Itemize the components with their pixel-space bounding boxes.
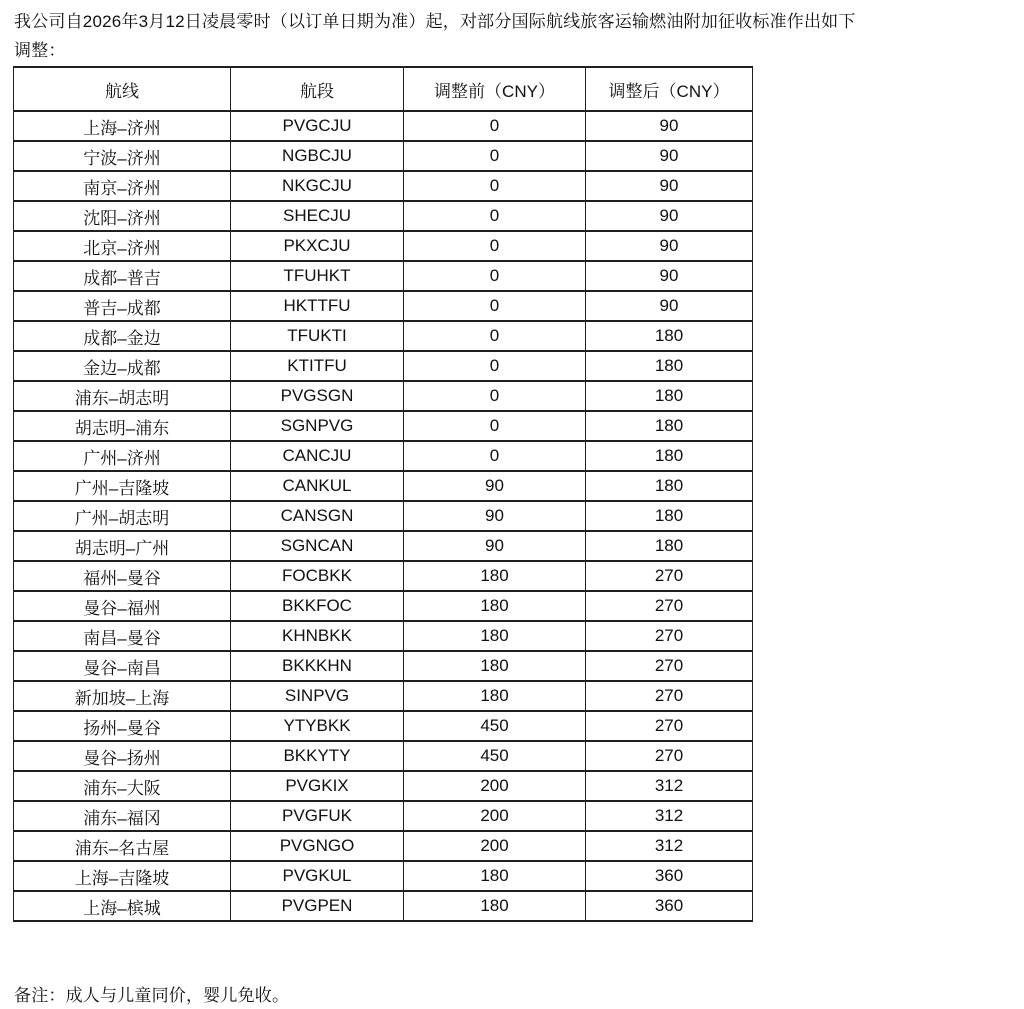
route-cell: 新加坡–上海 bbox=[14, 681, 231, 711]
before-cell: 90 bbox=[404, 531, 586, 561]
after-cell: 270 bbox=[586, 591, 753, 621]
route-cell: 上海–吉隆坡 bbox=[14, 861, 231, 891]
before-cell: 0 bbox=[404, 171, 586, 201]
segment-cell: NKGCJU bbox=[231, 171, 404, 201]
segment-cell: PVGFUK bbox=[231, 801, 404, 831]
after-cell: 270 bbox=[586, 711, 753, 741]
after-cell: 90 bbox=[586, 261, 753, 291]
table-row bbox=[14, 591, 753, 621]
table-row bbox=[14, 681, 753, 711]
after-cell: 180 bbox=[586, 411, 753, 441]
table-row bbox=[14, 231, 753, 261]
segment-cell: PVGSGN bbox=[231, 381, 404, 411]
table-row bbox=[14, 411, 753, 441]
after-cell: 90 bbox=[586, 141, 753, 171]
segment-cell: SGNPVG bbox=[231, 411, 404, 441]
before-cell: 180 bbox=[404, 681, 586, 711]
segment-cell: PVGCJU bbox=[231, 111, 404, 141]
route-cell: 成都–金边 bbox=[14, 321, 231, 351]
table-row bbox=[14, 741, 753, 771]
after-cell: 360 bbox=[586, 861, 753, 891]
route-cell: 北京–济州 bbox=[14, 231, 231, 261]
after-cell: 270 bbox=[586, 561, 753, 591]
before-cell: 0 bbox=[404, 411, 586, 441]
route-cell: 南昌–曼谷 bbox=[14, 621, 231, 651]
after-cell: 180 bbox=[586, 531, 753, 561]
table-row bbox=[14, 141, 753, 171]
before-cell: 90 bbox=[404, 501, 586, 531]
after-cell: 270 bbox=[586, 621, 753, 651]
route-cell: 曼谷–扬州 bbox=[14, 741, 231, 771]
table-row bbox=[14, 441, 753, 471]
segment-cell: SINPVG bbox=[231, 681, 404, 711]
before-cell: 0 bbox=[404, 231, 586, 261]
route-cell: 沈阳–济州 bbox=[14, 201, 231, 231]
segment-cell: KHNBKK bbox=[231, 621, 404, 651]
after-cell: 180 bbox=[586, 321, 753, 351]
before-cell: 180 bbox=[404, 561, 586, 591]
segment-cell: BKKKHN bbox=[231, 651, 404, 681]
segment-cell: TFUKTI bbox=[231, 321, 404, 351]
before-cell: 0 bbox=[404, 201, 586, 231]
before-cell: 180 bbox=[404, 861, 586, 891]
before-cell: 0 bbox=[404, 291, 586, 321]
table-row bbox=[14, 621, 753, 651]
header-before-adjustment: 调整前（CNY） bbox=[404, 67, 586, 111]
table-row bbox=[14, 561, 753, 591]
table-row bbox=[14, 861, 753, 891]
table-row bbox=[14, 201, 753, 231]
after-cell: 312 bbox=[586, 801, 753, 831]
segment-cell: SGNCAN bbox=[231, 531, 404, 561]
route-cell: 福州–曼谷 bbox=[14, 561, 231, 591]
before-cell: 180 bbox=[404, 591, 586, 621]
segment-cell: HKTTFU bbox=[231, 291, 404, 321]
segment-cell: TFUHKT bbox=[231, 261, 404, 291]
table-row bbox=[14, 381, 753, 411]
before-cell: 200 bbox=[404, 801, 586, 831]
route-cell: 宁波–济州 bbox=[14, 141, 231, 171]
table-row bbox=[14, 291, 753, 321]
route-cell: 南京–济州 bbox=[14, 171, 231, 201]
before-cell: 0 bbox=[404, 321, 586, 351]
table-row bbox=[14, 471, 753, 501]
header-route: 航线 bbox=[14, 67, 231, 111]
footnote: 备注：成人与儿童同价，婴儿免收。 bbox=[14, 986, 290, 1005]
after-cell: 180 bbox=[586, 381, 753, 411]
before-cell: 180 bbox=[404, 891, 586, 921]
table-header bbox=[14, 67, 753, 111]
route-cell: 浦东–大阪 bbox=[14, 771, 231, 801]
after-cell: 180 bbox=[586, 501, 753, 531]
before-cell: 180 bbox=[404, 651, 586, 681]
after-cell: 180 bbox=[586, 351, 753, 381]
table-row bbox=[14, 801, 753, 831]
table-row bbox=[14, 891, 753, 921]
intro-line-1: 我公司自2026年3月12日凌晨零时（以订单日期为准）起，对部分国际航线旅客运输燃油附加征收标准作出如下 bbox=[14, 12, 856, 31]
before-cell: 180 bbox=[404, 621, 586, 651]
after-cell: 360 bbox=[586, 891, 753, 921]
after-cell: 90 bbox=[586, 201, 753, 231]
after-cell: 180 bbox=[586, 471, 753, 501]
segment-cell: PVGNGO bbox=[231, 831, 404, 861]
route-cell: 广州–胡志明 bbox=[14, 501, 231, 531]
header-after-adjustment: 调整后（CNY） bbox=[586, 67, 753, 111]
segment-cell: KTITFU bbox=[231, 351, 404, 381]
route-cell: 广州–吉隆坡 bbox=[14, 471, 231, 501]
table-row bbox=[14, 531, 753, 561]
after-cell: 90 bbox=[586, 111, 753, 141]
table-row bbox=[14, 261, 753, 291]
table-row bbox=[14, 111, 753, 141]
segment-cell: FOCBKK bbox=[231, 561, 404, 591]
before-cell: 450 bbox=[404, 741, 586, 771]
segment-cell: CANSGN bbox=[231, 501, 404, 531]
header-segment: 航段 bbox=[231, 67, 404, 111]
before-cell: 0 bbox=[404, 441, 586, 471]
route-cell: 普吉–成都 bbox=[14, 291, 231, 321]
intro-text bbox=[14, 7, 1016, 65]
route-cell: 金边–成都 bbox=[14, 351, 231, 381]
route-cell: 浦东–胡志明 bbox=[14, 381, 231, 411]
after-cell: 312 bbox=[586, 771, 753, 801]
table-row bbox=[14, 171, 753, 201]
segment-cell: PVGPEN bbox=[231, 891, 404, 921]
table-row bbox=[14, 711, 753, 741]
route-cell: 曼谷–南昌 bbox=[14, 651, 231, 681]
route-cell: 广州–济州 bbox=[14, 441, 231, 471]
before-cell: 0 bbox=[404, 351, 586, 381]
segment-cell: BKKYTY bbox=[231, 741, 404, 771]
before-cell: 90 bbox=[404, 471, 586, 501]
table-row bbox=[14, 351, 753, 381]
before-cell: 0 bbox=[404, 111, 586, 141]
after-cell: 312 bbox=[586, 831, 753, 861]
route-cell: 浦东–福冈 bbox=[14, 801, 231, 831]
table-row bbox=[14, 831, 753, 861]
route-cell: 胡志明–广州 bbox=[14, 531, 231, 561]
segment-cell: NGBCJU bbox=[231, 141, 404, 171]
before-cell: 0 bbox=[404, 261, 586, 291]
route-cell: 上海–槟城 bbox=[14, 891, 231, 921]
before-cell: 0 bbox=[404, 141, 586, 171]
segment-cell: SHECJU bbox=[231, 201, 404, 231]
after-cell: 90 bbox=[586, 291, 753, 321]
segment-cell: PKXCJU bbox=[231, 231, 404, 261]
route-cell: 成都–普吉 bbox=[14, 261, 231, 291]
segment-cell: CANKUL bbox=[231, 471, 404, 501]
table-row bbox=[14, 771, 753, 801]
route-cell: 曼谷–福州 bbox=[14, 591, 231, 621]
table-row bbox=[14, 501, 753, 531]
route-cell: 胡志明–浦东 bbox=[14, 411, 231, 441]
segment-cell: YTYBKK bbox=[231, 711, 404, 741]
table-body bbox=[14, 111, 753, 921]
after-cell: 270 bbox=[586, 651, 753, 681]
table-row bbox=[14, 321, 753, 351]
intro-line-2: 调整： bbox=[14, 41, 66, 60]
after-cell: 90 bbox=[586, 231, 753, 261]
route-cell: 扬州–曼谷 bbox=[14, 711, 231, 741]
after-cell: 180 bbox=[586, 441, 753, 471]
before-cell: 0 bbox=[404, 381, 586, 411]
after-cell: 270 bbox=[586, 681, 753, 711]
segment-cell: PVGKUL bbox=[231, 861, 404, 891]
segment-cell: PVGKIX bbox=[231, 771, 404, 801]
table-row bbox=[14, 651, 753, 681]
after-cell: 90 bbox=[586, 171, 753, 201]
segment-cell: BKKFOC bbox=[231, 591, 404, 621]
before-cell: 200 bbox=[404, 831, 586, 861]
before-cell: 200 bbox=[404, 771, 586, 801]
before-cell: 450 bbox=[404, 711, 586, 741]
fuel-surcharge-table bbox=[13, 66, 753, 922]
table-header-row bbox=[14, 67, 753, 111]
after-cell: 270 bbox=[586, 741, 753, 771]
segment-cell: CANCJU bbox=[231, 441, 404, 471]
route-cell: 上海–济州 bbox=[14, 111, 231, 141]
route-cell: 浦东–名古屋 bbox=[14, 831, 231, 861]
